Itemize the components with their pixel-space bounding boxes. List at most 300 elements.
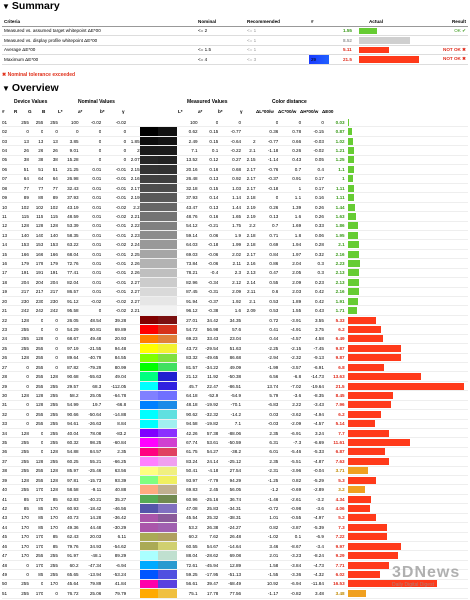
delta-h-cell: 0.23 xyxy=(301,278,324,287)
delta-h-cell: -4.97 xyxy=(301,513,324,522)
device-r-cell: 255 xyxy=(14,118,28,127)
patch-number-cell: 11 xyxy=(2,212,14,221)
measured-a-cell: -25.16 xyxy=(198,494,219,503)
nominal-a-cell: -13.94 xyxy=(79,570,102,579)
nominal-gamma-cell: 2.2 xyxy=(126,202,139,211)
nominal-cell: <= 4 xyxy=(196,55,245,65)
actual-value: 1.55 xyxy=(343,28,352,34)
device-g-cell: 89 xyxy=(29,193,43,202)
measured-swatch-cell xyxy=(158,551,177,560)
nominal-a-cell: 14.28 xyxy=(79,513,102,522)
nominal-a-cell: 0.01 xyxy=(79,202,102,211)
measured-swatch-cell xyxy=(158,589,177,598)
column-header: L* xyxy=(58,109,63,114)
nominal-l-cell: 45.64 xyxy=(58,579,79,588)
delta-c-cell: -0.82 xyxy=(278,589,301,598)
nominal-b-cell: -112.05 xyxy=(101,381,126,390)
nominal-a-cell: -55.63 xyxy=(79,372,102,381)
delta-e-bar-cell xyxy=(345,155,468,164)
collapse-triangle-icon[interactable]: ▼ xyxy=(2,84,10,93)
measured-l-cell: 82.96 xyxy=(177,278,198,287)
device-b-cell: 255 xyxy=(43,438,57,447)
measured-gamma-cell xyxy=(241,589,255,598)
delta-e-cell: 2.13 xyxy=(324,278,345,287)
nominal-gamma-cell: 2 xyxy=(126,146,139,155)
nominal-b-cell: 0 xyxy=(101,127,126,136)
watermark-subtitle: Daily Digital Digest xyxy=(392,582,434,588)
delta-e-bar-cell xyxy=(345,372,468,381)
patch-number-cell: 01 xyxy=(2,118,14,127)
device-r-cell: 242 xyxy=(14,306,28,315)
nominal-l-cell: 76.72 xyxy=(58,589,79,598)
measured-a-cell: 39.47 xyxy=(198,579,219,588)
device-g-cell: 170 xyxy=(29,541,43,550)
delta-e-cell: 6.2 xyxy=(324,325,345,334)
nominal-b-cell: -0.02 xyxy=(101,240,126,249)
delta-e-bar-cell xyxy=(345,523,468,532)
nominal-swatch-cell xyxy=(140,428,159,437)
delta-e-cell: 7.71 xyxy=(324,560,345,569)
delta-h-cell: -7.45 xyxy=(301,344,324,353)
device-g-cell: 255 xyxy=(29,372,43,381)
nominal-a-cell: 98.25 xyxy=(79,438,102,447)
nominal-a-cell: 25.06 xyxy=(79,589,102,598)
nominal-a-cell: 34.93 xyxy=(79,541,102,550)
delta-e-bar xyxy=(348,543,402,550)
delta-e-bar-cell xyxy=(345,466,468,475)
delta-e-bar-cell xyxy=(345,353,468,362)
nominal-gamma-cell: 2.07 xyxy=(126,155,139,164)
measured-gamma-cell xyxy=(241,362,255,371)
delta-e-bar-cell xyxy=(345,136,468,145)
delta-h-cell: 0.4 xyxy=(301,165,324,174)
measured-b-cell: 2.11 xyxy=(218,259,241,268)
column-header: ΔC*00/w xyxy=(278,109,297,114)
delta-h-cell: 0 xyxy=(301,118,324,127)
delta-c-cell: -6.91 xyxy=(278,428,301,437)
device-g-cell: 191 xyxy=(29,268,43,277)
device-b-cell: 115 xyxy=(43,212,57,221)
nominal-swatch-cell xyxy=(140,513,159,522)
nominal-l-cell: 37.93 xyxy=(58,193,79,202)
device-r-cell: 128 xyxy=(14,476,28,485)
nominal-l-cell: 54.88 xyxy=(58,447,79,456)
device-g-cell: 170 xyxy=(29,494,43,503)
patch-number-cell: 37 xyxy=(2,457,14,466)
patch-number-cell: 27 xyxy=(2,362,14,371)
delta-e-bar xyxy=(348,496,371,503)
delta-c-cell: 0.7 xyxy=(278,165,301,174)
overview-row xyxy=(2,419,468,428)
nominal-l-cell: 58.58 xyxy=(58,485,79,494)
delta-l-cell: -1.17 xyxy=(256,589,279,598)
nominal-b-cell: 79.79 xyxy=(101,589,126,598)
measured-a-cell: 0.06 xyxy=(198,231,219,240)
delta-h-cell: 0.16 xyxy=(301,193,324,202)
measured-l-cell: 94.58 xyxy=(177,419,198,428)
delta-e-cell: 1.02 xyxy=(324,136,345,145)
measured-gamma-cell xyxy=(241,504,255,513)
nominal-swatch-cell xyxy=(140,165,159,174)
measured-l-cell: 54.12 xyxy=(177,221,198,230)
device-b-cell: 128 xyxy=(43,221,57,230)
device-b-cell: 128 xyxy=(43,466,57,475)
nominal-gamma-cell xyxy=(126,466,139,475)
delta-l-cell: -1.55 xyxy=(256,570,279,579)
measured-gamma-cell xyxy=(241,381,255,390)
nominal-a-cell: -0.02 xyxy=(79,297,102,306)
criteria-cell: Average ΔE*00 xyxy=(2,45,196,55)
delta-e-bar-cell xyxy=(345,438,468,447)
device-b-cell: 255 xyxy=(43,391,57,400)
device-b-cell: 166 xyxy=(43,249,57,258)
device-g-cell: 85 xyxy=(29,523,43,532)
delta-e-bar xyxy=(348,448,385,455)
overview-row xyxy=(2,400,468,409)
nominal-a-cell: 0.01 xyxy=(79,165,102,174)
measured-gamma-cell xyxy=(241,513,255,522)
nominal-swatch-cell xyxy=(140,287,159,296)
measured-b-cell: 1.6 xyxy=(218,306,241,315)
measured-a-cell: -0.34 xyxy=(198,278,219,287)
device-r-cell: 0 xyxy=(14,400,28,409)
delta-e-bar-cell xyxy=(345,315,468,324)
device-b-cell: 0 xyxy=(43,334,57,343)
nominal-a-cell: 0.01 xyxy=(79,174,102,183)
delta-h-cell: 3.55 xyxy=(301,315,324,324)
delta-e-cell: 2.1 xyxy=(324,240,345,249)
device-r-cell: 0 xyxy=(14,127,28,136)
measured-b-cell: -51.13 xyxy=(218,570,241,579)
delta-h-cell: 4.58 xyxy=(301,334,324,343)
patch-number-cell: 19 xyxy=(2,287,14,296)
nominal-swatch-cell xyxy=(140,504,159,513)
delta-l-cell: 0.82 xyxy=(256,523,279,532)
patch-number-cell: 50 xyxy=(2,579,14,588)
delta-e-bar xyxy=(348,307,357,314)
measured-l-cell: 100 xyxy=(177,118,198,127)
nominal-swatch-cell xyxy=(140,202,159,211)
measured-swatch-cell xyxy=(158,221,177,230)
measured-l-cell: 45.7 xyxy=(177,381,198,390)
patch-number-cell: 17 xyxy=(2,268,14,277)
measured-b-cell: 23.04 xyxy=(218,334,241,343)
delta-l-cell: -2.94 xyxy=(256,353,279,362)
delta-e-bar-cell xyxy=(345,306,468,315)
measured-b-cell: -50.59 xyxy=(218,438,241,447)
device-b-cell: 242 xyxy=(43,306,57,315)
overview-row xyxy=(2,118,468,127)
delta-e-bar xyxy=(348,138,354,145)
nominal-swatch-cell xyxy=(140,240,159,249)
measured-l-cell: 69.23 xyxy=(177,334,198,343)
nominal-b-cell: -6.94 xyxy=(101,560,126,569)
nominal-b-cell: -0.01 xyxy=(101,193,126,202)
measured-gamma-cell: 2.17 xyxy=(241,183,255,192)
delta-e-cell: 2.16 xyxy=(324,249,345,258)
delta-h-cell: -5.39 xyxy=(301,523,324,532)
measured-l-cell: 48.18 xyxy=(177,400,198,409)
measured-a-cell: 26.38 xyxy=(198,523,219,532)
delta-e-bar-cell xyxy=(345,410,468,419)
device-r-cell: 170 xyxy=(14,513,28,522)
delta-c-cell: -2.09 xyxy=(278,419,301,428)
measured-gamma-cell: 2.17 xyxy=(241,249,255,258)
recommended-cell: <= 1 xyxy=(245,45,309,55)
delta-h-cell: -4.87 xyxy=(301,457,324,466)
measured-a-cell: -52.9 xyxy=(198,391,219,400)
device-g-cell: 77 xyxy=(29,183,43,192)
measured-l-cell: 88.04 xyxy=(177,551,198,560)
overview-row xyxy=(2,334,468,343)
delta-c-cell: 1.94 xyxy=(278,240,301,249)
delta-e-cell: 6.87 xyxy=(324,447,345,456)
nominal-b-cell: -0.01 xyxy=(101,287,126,296)
device-r-cell: 85 xyxy=(14,504,28,513)
measured-l-cell: 13.52 xyxy=(177,155,198,164)
measured-swatch-cell xyxy=(158,297,177,306)
device-r-cell: 217 xyxy=(14,287,28,296)
delta-e-bar xyxy=(348,326,381,333)
measured-a-cell: -0.31 xyxy=(198,287,219,296)
device-b-cell: 153 xyxy=(43,240,57,249)
nominal-b-cell: -66.8 xyxy=(101,400,126,409)
nominal-b-cell: 69.89 xyxy=(101,325,126,334)
overview-heading[interactable] xyxy=(0,82,470,95)
delta-c-cell: 2.22 xyxy=(278,400,301,409)
nominal-swatch-cell xyxy=(140,447,159,456)
device-g-cell: 128 xyxy=(29,457,43,466)
overview-row xyxy=(2,249,468,258)
nominal-gamma-cell xyxy=(126,589,139,598)
nominal-swatch-cell xyxy=(140,334,159,343)
patch-number-cell: 51 xyxy=(2,589,14,598)
nominal-gamma-cell: 2.23 xyxy=(126,231,139,240)
delta-h-cell: -8.24 xyxy=(301,551,324,560)
patch-number-cell: 16 xyxy=(2,259,14,268)
overview-row xyxy=(2,127,468,136)
delta-e-cell: 1 xyxy=(324,174,345,183)
overview-row xyxy=(2,476,468,485)
measured-l-cell: 78.21 xyxy=(177,268,198,277)
column-header: G xyxy=(28,109,32,114)
nominal-swatch-cell xyxy=(140,466,159,475)
measured-values-header: Measured Values xyxy=(187,99,228,105)
delta-e-bar-cell xyxy=(345,504,468,513)
delta-e-cell: 3.2 xyxy=(324,485,345,494)
device-b-cell: 0 xyxy=(43,315,57,324)
nominal-l-cell: 60.2 xyxy=(58,560,79,569)
delta-l-cell: -0.72 xyxy=(256,504,279,513)
actual-value: 8.52 xyxy=(343,37,352,43)
summary-heading[interactable] xyxy=(0,0,470,13)
nominal-l-cell: 29.57 xyxy=(58,381,79,390)
nominal-swatch-cell xyxy=(140,410,159,419)
overview-row xyxy=(2,428,468,437)
overview-row xyxy=(2,485,468,494)
delta-e-cell: 6.8 xyxy=(324,362,345,371)
delta-e-bar xyxy=(348,156,355,163)
nominal-l-cell: 63.22 xyxy=(58,240,79,249)
device-g-cell: 255 xyxy=(29,118,43,127)
delta-h-cell: -19.64 xyxy=(301,381,324,390)
nominal-b-cell: -46.56 xyxy=(101,504,126,513)
measured-b-cell: 1.99 xyxy=(218,240,241,249)
delta-e-cell: 1.25 xyxy=(324,155,345,164)
delta-l-cell: 0.44 xyxy=(256,334,279,343)
nominal-gamma-cell xyxy=(126,513,139,522)
delta-e-cell: 6.2 xyxy=(324,410,345,419)
patch-number-cell: 33 xyxy=(2,419,14,428)
nominal-swatch-cell xyxy=(140,541,159,550)
delta-l-cell: -0.37 xyxy=(256,174,279,183)
measured-a-cell: -28.62 xyxy=(198,551,219,560)
nominal-swatch-cell xyxy=(140,268,159,277)
overview-row xyxy=(2,391,468,400)
nominal-cell: <= 1.5 xyxy=(196,45,245,55)
device-r-cell: 255 xyxy=(14,438,28,447)
device-b-cell: 140 xyxy=(43,231,57,240)
device-g-cell: 170 xyxy=(29,532,43,541)
delta-e-bar xyxy=(348,467,368,474)
delta-e-bar xyxy=(348,241,359,248)
watermark-title: 3DNews xyxy=(392,564,461,581)
measured-gamma-cell: 2.1 xyxy=(241,297,255,306)
patch-number-cell: 36 xyxy=(2,447,14,456)
delta-h-cell: 0.42 xyxy=(301,287,324,296)
nominal-a-cell: -79.29 xyxy=(79,362,102,371)
measured-a-cell: 0.14 xyxy=(198,193,219,202)
overview-header xyxy=(2,99,468,118)
result-header: Result xyxy=(423,17,468,26)
nominal-l-cell: 95.58 xyxy=(58,306,79,315)
measured-gamma-cell xyxy=(241,570,255,579)
delta-e-bar-cell xyxy=(345,268,468,277)
patch-number-cell: 21 xyxy=(2,306,14,315)
nominal-l-cell: 89.64 xyxy=(58,353,79,362)
delta-l-cell: 2.35 xyxy=(256,457,279,466)
measured-gamma-cell xyxy=(241,560,255,569)
measured-swatch-cell xyxy=(158,438,177,447)
delta-h-cell: -0.03 xyxy=(301,136,324,145)
device-r-cell: 179 xyxy=(14,259,28,268)
device-g-cell: 204 xyxy=(29,278,43,287)
nominal-b-cell: 2.35 xyxy=(101,447,126,456)
measured-gamma-cell: 2.11 xyxy=(241,287,255,296)
actual-bar xyxy=(359,37,410,44)
nominal-l-cell: 82.04 xyxy=(58,278,79,287)
nominal-l-cell: 68.67 xyxy=(58,334,79,343)
measured-swatch-cell xyxy=(158,146,177,155)
measured-a-cell: 53.61 xyxy=(198,438,219,447)
delta-c-cell: 2.04 xyxy=(278,259,301,268)
delta-e-bar-cell xyxy=(345,259,468,268)
nominal-b-cell: -0.01 xyxy=(101,268,126,277)
measured-l-cell: 91.94 xyxy=(177,297,198,306)
nominal-l-cell: 86.57 xyxy=(58,287,79,296)
measured-l-cell: 67.74 xyxy=(177,438,198,447)
measured-swatch-cell xyxy=(158,523,177,532)
measured-a-cell: 22.47 xyxy=(198,381,219,390)
nominal-a-cell: 48.54 xyxy=(79,315,102,324)
criteria-header: Criteria xyxy=(2,17,196,26)
nominal-l-cell: 62.43 xyxy=(58,532,79,541)
device-g-cell: 102 xyxy=(29,202,43,211)
device-g-cell: 166 xyxy=(29,249,43,258)
measured-gamma-cell xyxy=(241,485,255,494)
measured-swatch-cell xyxy=(158,419,177,428)
delta-e-cell: 3.48 xyxy=(324,589,345,598)
measured-b-cell: 1.65 xyxy=(218,212,241,221)
nominal-swatch-cell xyxy=(140,476,159,485)
delta-c-cell: -3.57 xyxy=(278,362,301,371)
device-b-cell: 0 xyxy=(43,589,57,598)
delta-h-cell: 0.05 xyxy=(301,155,324,164)
delta-e-bar xyxy=(348,335,383,342)
device-b-cell: 13 xyxy=(43,136,57,145)
measured-b-cell: 26.48 xyxy=(218,532,241,541)
measured-gamma-cell: 2 xyxy=(241,136,255,145)
measured-l-cell: 43.72 xyxy=(177,344,198,353)
delta-e-bar-cell xyxy=(345,287,468,296)
measured-l-cell: 64.03 xyxy=(177,240,198,249)
device-r-cell: 0 xyxy=(14,419,28,428)
measured-a-cell: 0.16 xyxy=(198,165,219,174)
device-g-cell: 0 xyxy=(29,579,43,588)
nominal-gamma-cell: 1.85 xyxy=(126,136,139,145)
device-b-cell: 38 xyxy=(43,155,57,164)
collapse-triangle-icon[interactable]: ▼ xyxy=(2,2,10,11)
nominal-a-cell: 84.57 xyxy=(79,447,102,456)
overview-row xyxy=(2,504,468,513)
patch-number-cell: 44 xyxy=(2,523,14,532)
nominal-a-cell: -9.11 xyxy=(79,485,102,494)
measured-gamma-cell: 2.19 xyxy=(241,202,255,211)
device-b-cell: 255 xyxy=(43,428,57,437)
measured-swatch-cell xyxy=(158,570,177,579)
patch-number-cell: 31 xyxy=(2,400,14,409)
measured-b-cell: -34.31 xyxy=(218,504,241,513)
measured-swatch-cell xyxy=(158,315,177,324)
criteria-cell: Measured vs. assumed target whitepoint ΔE*00 xyxy=(2,26,196,36)
measured-b-cell: -86.51 xyxy=(218,381,241,390)
delta-e-bar xyxy=(348,251,360,258)
nominal-a-cell: 0.01 xyxy=(79,221,102,230)
delta-e-bar xyxy=(348,439,411,446)
measured-a-cell: 2.45 xyxy=(198,485,219,494)
delta-e-bar-cell xyxy=(345,165,468,174)
measured-b-cell: -54.9 xyxy=(218,391,241,400)
delta-e-cell: 1.44 xyxy=(324,202,345,211)
measured-a-cell: 25.32 xyxy=(198,513,219,522)
delta-c-cell: 0.82 xyxy=(278,476,301,485)
watermark-logo xyxy=(392,564,466,592)
delta-e-bar xyxy=(348,147,355,154)
device-g-cell: 255 xyxy=(29,353,43,362)
nominal-gamma-cell: 2.26 xyxy=(126,268,139,277)
delta-c-cell: 0.1 xyxy=(278,532,301,541)
nominal-a-cell: -21.55 xyxy=(79,344,102,353)
measured-l-cell: 50.41 xyxy=(177,466,198,475)
patch-number-cell: 10 xyxy=(2,202,14,211)
measured-gamma-cell: 2.1 xyxy=(241,146,255,155)
nominal-gamma-cell xyxy=(126,400,139,409)
delta-e-bar xyxy=(348,458,389,465)
delta-c-cell: -2.61 xyxy=(278,494,301,503)
measured-b-cell: 1.75 xyxy=(218,221,241,230)
delta-l-cell: 0.26 xyxy=(256,202,279,211)
column-header: L* xyxy=(178,109,183,114)
